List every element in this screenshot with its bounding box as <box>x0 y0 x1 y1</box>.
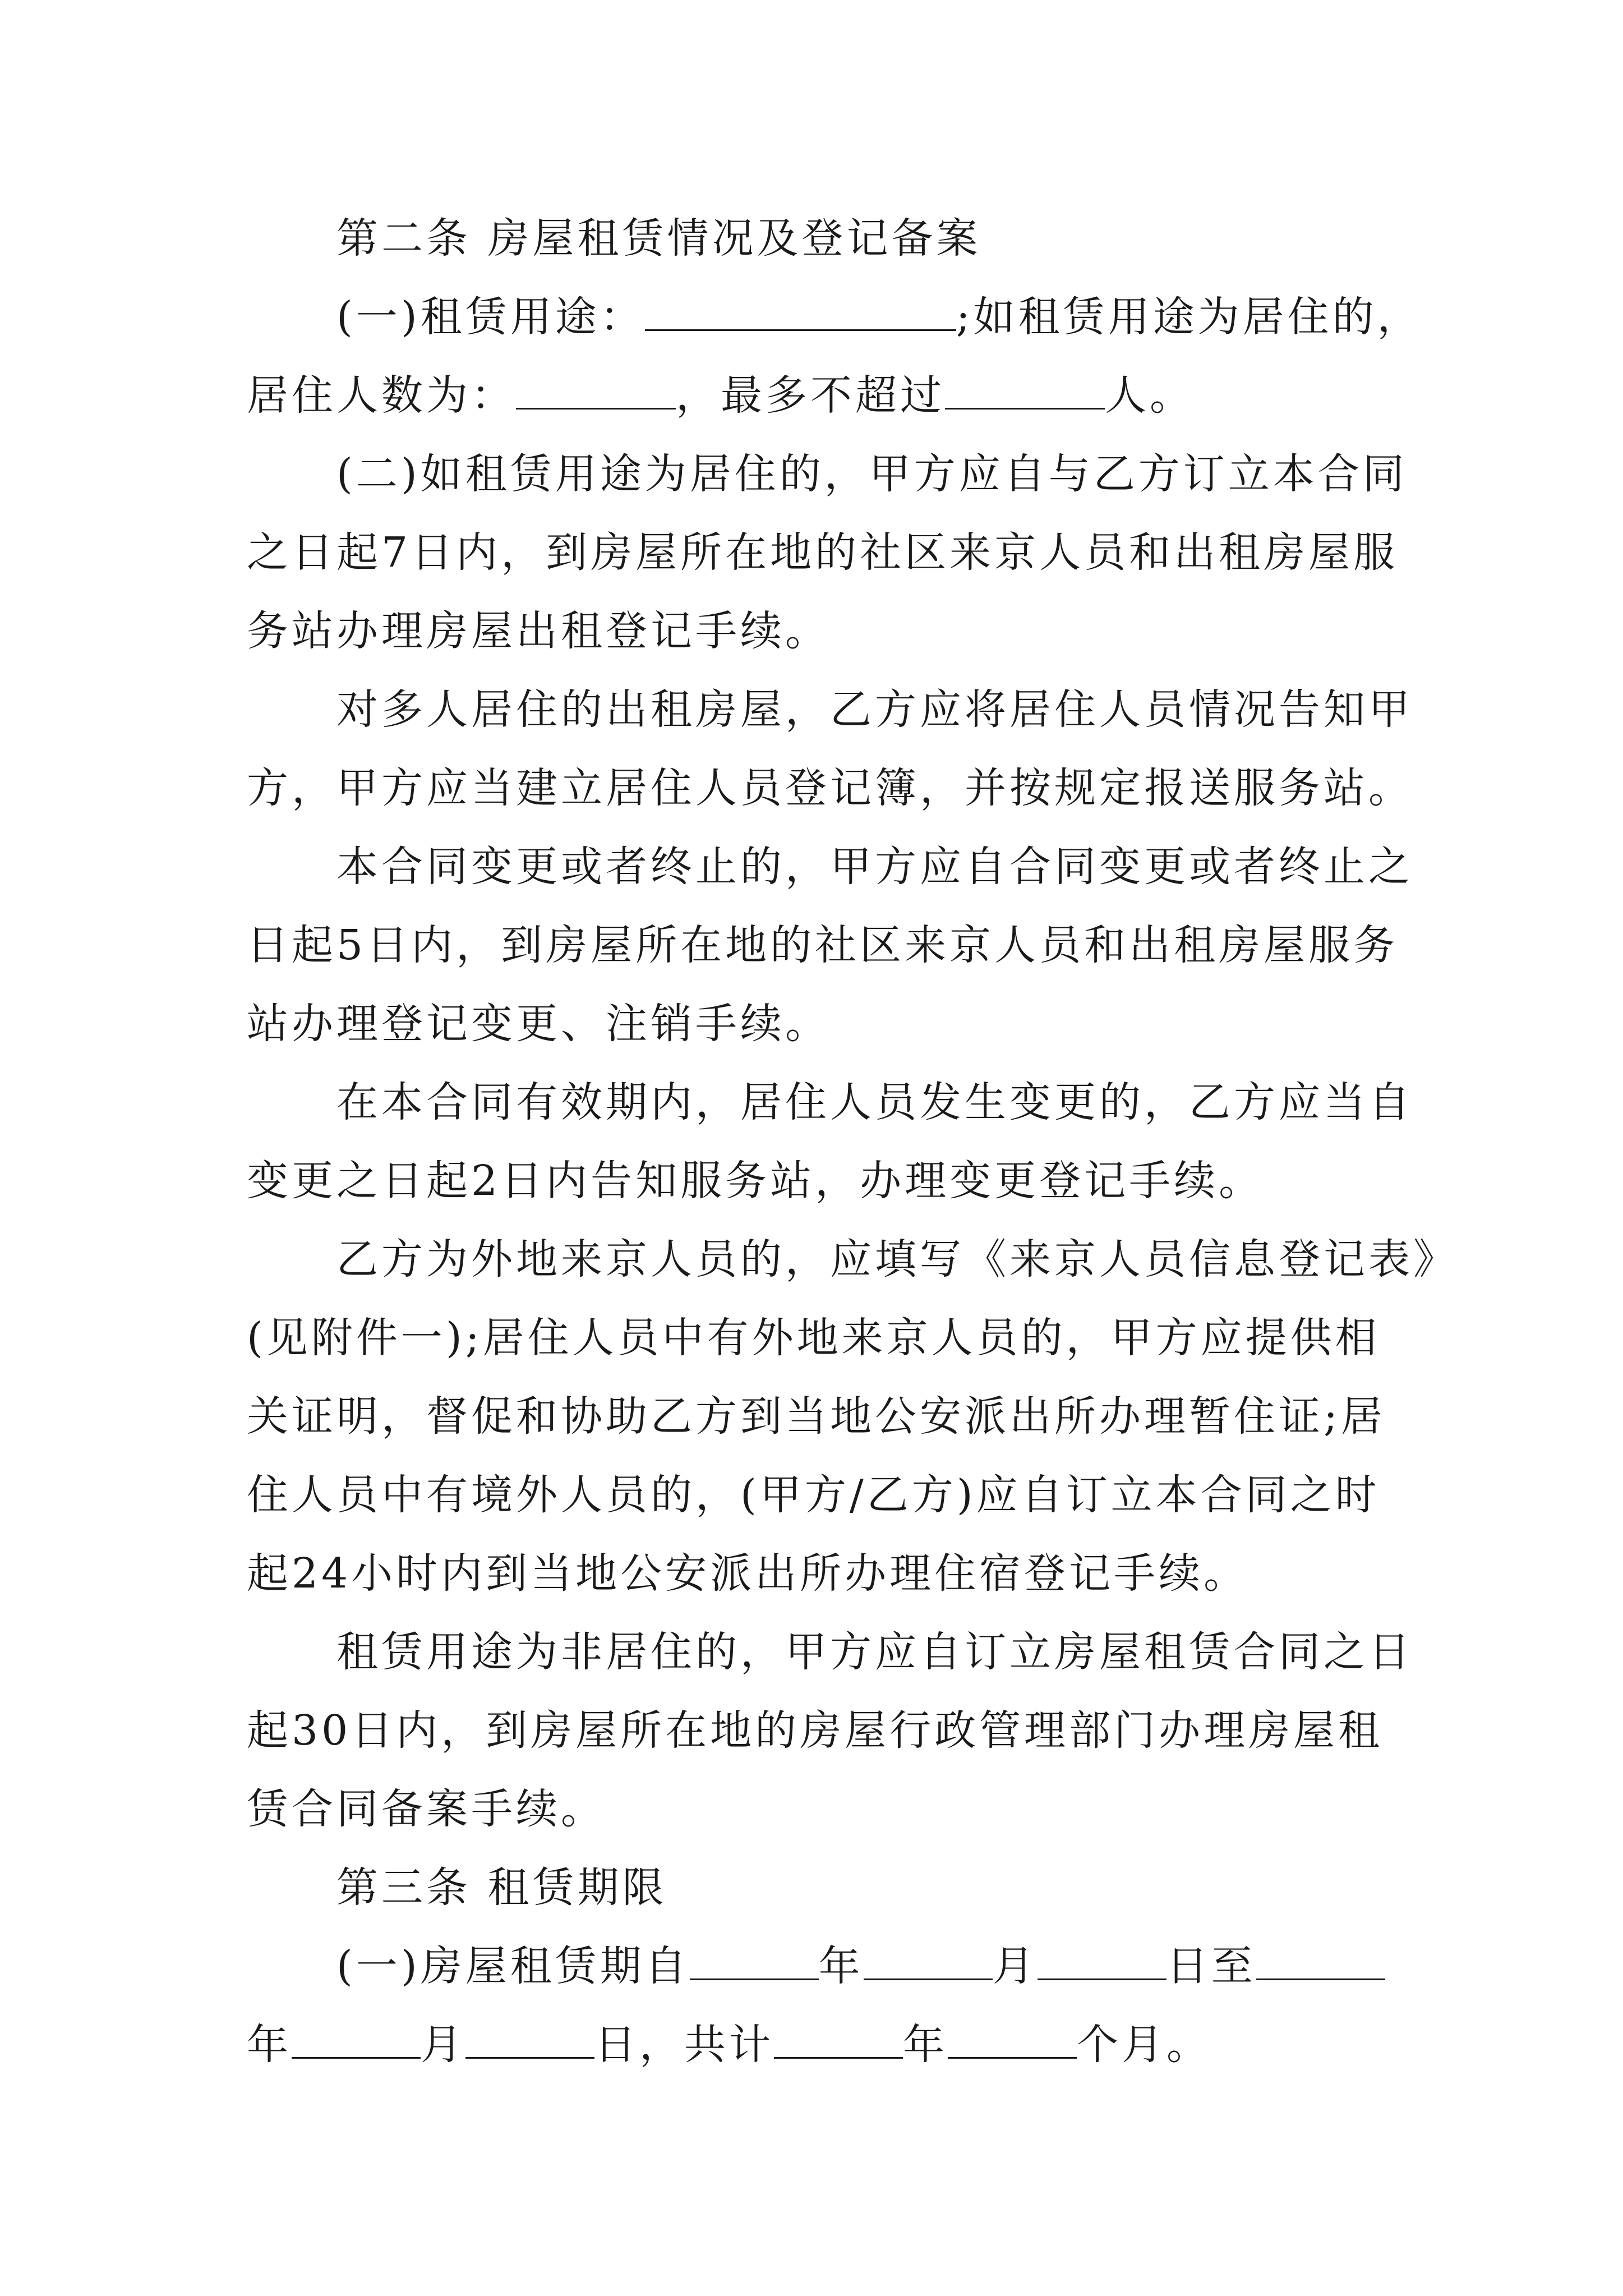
paragraph-line: 本合同变更或者终止的，甲方应自合同变更或者终止之 <box>336 843 1413 891</box>
end-month-blank[interactable] <box>292 2018 421 2059</box>
paragraph-line: 之日起7日内，到房屋所在地的社区来京人员和出租房屋服 <box>247 528 1399 577</box>
paragraph-line: 关证明，督促和协助乙方到当地公安派出所办理暂住证;居 <box>247 1392 1386 1441</box>
paragraph-line: 赁合同备案手续。 <box>247 1785 606 1833</box>
usage-blank[interactable] <box>645 290 956 331</box>
end-day-blank[interactable] <box>465 2018 594 2059</box>
months-end-label: 个月。 <box>1077 2021 1211 2069</box>
occupants-line <box>247 367 1195 424</box>
paragraph-line: 务站办理房屋出租登记手续。 <box>247 607 830 655</box>
end-year-blank-part[interactable] <box>1256 1939 1385 1980</box>
max-occupants-label: ，最多不超过 <box>676 371 945 420</box>
article-2-heading: 第二条 房屋租赁情况及登记备案 <box>336 214 981 263</box>
lease-term-line-2 <box>247 2017 1211 2073</box>
paragraph-line: 变更之日起2日内告知服务站，办理变更登记手续。 <box>247 1157 1264 1205</box>
paragraph-line: 起30日内，到房屋所在地的房屋行政管理部门办理房屋租 <box>247 1706 1384 1755</box>
month-label: 月 <box>992 1942 1038 1990</box>
paragraph-line: 站办理登记变更、注销手续。 <box>247 1000 830 1048</box>
usage-label: (一)租赁用途： <box>336 293 645 341</box>
day-to-label: 日至 <box>1166 1942 1256 1990</box>
month-label: 月 <box>421 2021 465 2069</box>
year-label: 年 <box>903 2021 948 2069</box>
paragraph-line: 在本合同有效期内，居住人员发生变更的，乙方应当自 <box>336 1078 1413 1126</box>
start-month-blank[interactable] <box>864 1939 993 1980</box>
occupants-blank[interactable] <box>516 369 676 409</box>
usage-suffix: ;如租赁用途为居住的， <box>956 293 1422 341</box>
start-day-blank[interactable] <box>1038 1939 1166 1980</box>
article-3-heading: 第三条 租赁期限 <box>336 1864 667 1912</box>
day-total-label: 日，共计 <box>594 2021 774 2069</box>
paragraph-line: 起24小时内到当地公安派出所办理住宿登记手续。 <box>247 1549 1249 1598</box>
lease-term-label: (一)房屋租赁期自 <box>336 1942 690 1990</box>
paragraph-line: (二)如租赁用途为居住的，甲方应自与乙方订立本合同 <box>336 450 1408 498</box>
year-label: 年 <box>247 2021 292 2069</box>
year-label: 年 <box>818 1942 864 1990</box>
lease-term-line <box>336 1938 1385 1994</box>
paragraph-line: 租赁用途为非居住的，甲方应自订立房屋租赁合同之日 <box>336 1628 1413 1676</box>
usage-line <box>336 289 1422 345</box>
total-years-blank[interactable] <box>774 2018 903 2059</box>
occupants-unit: 人。 <box>1105 371 1195 420</box>
paragraph-line: (见附件一);居住人员中有外地来京人员的，甲方应提供相 <box>247 1314 1380 1362</box>
paragraph-line: 日起5日内，到房屋所在地的社区来京人员和出租房屋服务 <box>247 921 1399 969</box>
start-year-blank[interactable] <box>690 1939 819 1980</box>
paragraph-line: 乙方为外地来京人员的，应填写《来京人员信息登记表》 <box>336 1235 1458 1283</box>
occupants-label: 居住人数为： <box>247 371 516 420</box>
total-months-blank[interactable] <box>948 2018 1077 2059</box>
paragraph-line: 住人员中有境外人员的，(甲方/乙方)应自订立本合同之时 <box>247 1471 1380 1519</box>
paragraph-line: 方，甲方应当建立居住人员登记簿，并按规定报送服务站。 <box>247 764 1413 812</box>
paragraph-line: 对多人居住的出租房屋，乙方应将居住人员情况告知甲 <box>336 685 1413 734</box>
max-occupants-blank[interactable] <box>945 369 1105 409</box>
